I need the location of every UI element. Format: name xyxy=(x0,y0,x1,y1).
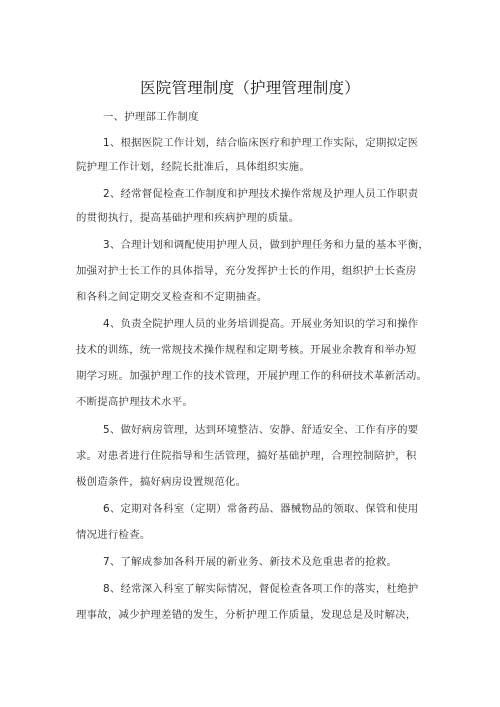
paragraph-line: 3、合理计划和调配使用护理人员，做到护理任务和力量的基本平衡， xyxy=(103,239,430,251)
paragraph-line: 6、定期对各科室（定期）常备药品、器械物品的领取、保管和使用 xyxy=(103,503,419,515)
paragraph-line: 1、根据医院工作计划，结合临床医疗和护理工作实际，定期拟定医 xyxy=(103,137,419,149)
paragraph-line: 8、经常深入科室了解实际情况，督促检查各项工作的落实，杜绝护 xyxy=(103,583,419,595)
paragraph-line: 极创造条件，搞好病房设置规范化。 xyxy=(76,476,247,488)
paragraph-line: 技术的训练，统一常规技术操作规程和定期考核。开展业余教育和举办短 xyxy=(76,344,417,356)
paragraph-line: 不断提高护理技术水平。 xyxy=(76,396,194,408)
paragraph-line: 加强对护士长工作的具体指导，充分发挥护士长的作用，组织护士长查房 xyxy=(76,265,417,277)
paragraph-line: 期学习班。加强护理工作的技术管理，开展护理工作的科研技术革新活动。 xyxy=(76,370,428,382)
section-heading: 一、护理部工作制度 xyxy=(103,111,199,123)
paragraph-line: 和各科之间定期交叉检查和不定期抽查。 xyxy=(76,291,268,303)
paragraph-line: 院护理工作计划，经院长批准后，具体组织实施。 xyxy=(76,161,311,173)
paragraph-line: 7、了解成参加各科开展的新业务、新技术及危重患者的抢救。 xyxy=(103,556,398,568)
page-title: 医院管理制度（护理管理制度） xyxy=(140,79,360,97)
paragraph-line: 理事故，减少护理差错的发生，分析护理工作质量，发现总是及时解决， xyxy=(76,609,417,621)
paragraph-line: 4、负责全院护理人员的业务培训提高。开展业务知识的学习和操作 xyxy=(103,318,419,330)
paragraph-line: 情况进行检查。 xyxy=(76,529,151,541)
paragraph-line: 求。对患者进行住院指导和生活管理，搞好基础护理，合理控制陪护，积 xyxy=(76,450,417,462)
paragraph-line: 2、经常督促检查工作制度和护理技术操作常规及护理人员工作职责 xyxy=(103,188,419,200)
paragraph-line: 的贯彻执行，提高基础护理和疾病护理的质量。 xyxy=(76,212,300,224)
paragraph-line: 5、做好病房管理，达到环境整洁、安静、舒适安全、工作有序的要 xyxy=(103,424,419,436)
